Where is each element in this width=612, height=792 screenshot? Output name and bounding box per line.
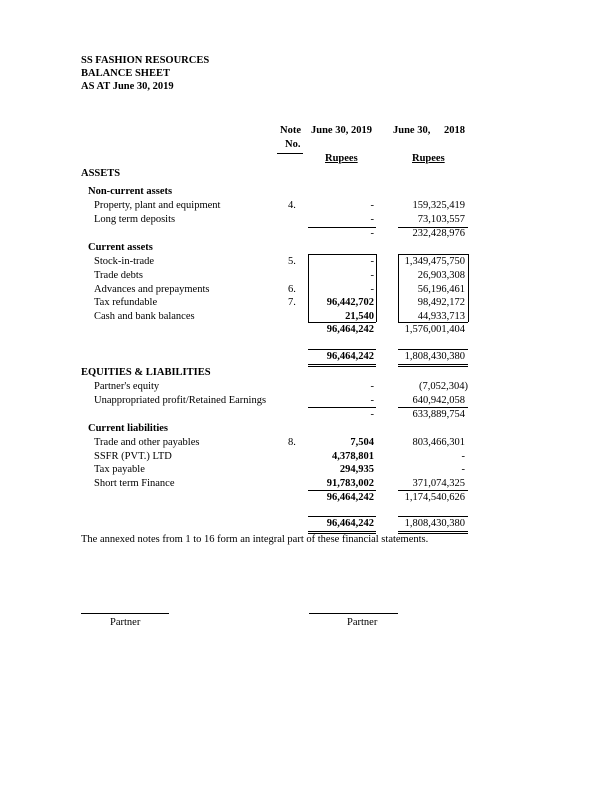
box-line [308, 254, 376, 255]
row-label: Stock-in-trade [94, 256, 155, 267]
row-label: Tax payable [94, 464, 145, 475]
row-label: Property, plant and equipment [94, 200, 221, 211]
row-note: 8. [288, 437, 296, 448]
note-header-underline [277, 153, 303, 154]
subtotal-line [398, 407, 468, 408]
liabilities-grand-total-current: 96,464,242 [326, 518, 374, 529]
prior-year-number: 2018 [444, 125, 465, 136]
row-current-value: - [370, 381, 374, 392]
row-label: Short term Finance [94, 478, 175, 489]
equity-total-current: - [370, 409, 374, 420]
company-name: SS FASHION RESOURCES [81, 55, 210, 66]
row-prior-value: 73,103,557 [417, 214, 465, 225]
box-line [468, 254, 469, 322]
row-note: 6. [288, 284, 296, 295]
current-liabilities-total-prior: 1,174,540,626 [404, 492, 465, 503]
current-year-header: June 30, 2019 [311, 125, 372, 136]
total-line [308, 349, 376, 350]
assets-grand-total-prior: 1,808,430,380 [404, 351, 465, 362]
row-prior-value: 26,903,308 [417, 270, 465, 281]
current-liabilities-total-current: 96,464,242 [326, 492, 374, 503]
row-prior-value: 640,942,058 [412, 395, 465, 406]
row-label: Tax refundable [94, 297, 158, 308]
footnote: The annexed notes from 1 to 16 form an integral part of these financial statements. [81, 534, 429, 545]
row-prior-value: 1,349,475,750 [404, 256, 465, 267]
row-current-value: 96,442,702 [326, 297, 374, 308]
row-label: SSFR (PVT.) LTD [94, 451, 172, 462]
row-current-value: 4,378,801 [332, 451, 374, 462]
liabilities-grand-total-prior: 1,808,430,380 [404, 518, 465, 529]
current-liabilities-heading: Current liabilities [88, 423, 169, 434]
non-current-total-prior: 232,428,976 [412, 228, 465, 239]
assets-grand-total-current: 96,464,242 [326, 351, 374, 362]
row-label: Trade debts [94, 270, 143, 281]
signature-line-left [81, 613, 169, 614]
row-current-value: 7,504 [350, 437, 374, 448]
row-label: Long term deposits [94, 214, 176, 225]
row-prior-value: 44,933,713 [417, 311, 465, 322]
row-prior-value: - [461, 451, 465, 462]
row-label: Trade and other payables [94, 437, 200, 448]
row-note: 5. [288, 256, 296, 267]
current-assets-total-prior: 1,576,001,404 [404, 324, 465, 335]
as-at-date: AS AT June 30, 2019 [81, 81, 174, 92]
subtotal-line [398, 490, 468, 491]
assets-heading: ASSETS [81, 168, 121, 179]
row-current-value: 91,783,002 [326, 478, 374, 489]
currency-current: Rupees [325, 153, 358, 164]
row-note: 7. [288, 297, 296, 308]
row-prior-value: - [461, 464, 465, 475]
row-prior-value: 98,492,172 [417, 297, 465, 308]
row-current-value: 21,540 [345, 311, 374, 322]
row-note: 4. [288, 200, 296, 211]
row-current-value: - [370, 214, 374, 225]
total-line [398, 516, 468, 517]
box-line [398, 322, 468, 323]
row-prior-value: 56,196,461 [417, 284, 465, 295]
signature-label-left: Partner [110, 617, 141, 628]
subtotal-line [308, 490, 376, 491]
box-line [376, 254, 377, 322]
current-assets-total-current: 96,464,242 [326, 324, 374, 335]
currency-prior: Rupees [412, 153, 445, 164]
row-current-value: - [370, 200, 374, 211]
non-current-total-current: - [370, 228, 374, 239]
row-label: Partner's equity [94, 381, 160, 392]
row-current-value: - [370, 284, 374, 295]
current-assets-heading: Current assets [88, 242, 153, 253]
row-current-value: 294,935 [339, 464, 374, 475]
total-line [398, 349, 468, 350]
row-label: Advances and prepayments [94, 284, 210, 295]
note-header: Note [280, 125, 301, 136]
row-prior-value: 803,466,301 [412, 437, 465, 448]
double-underline [308, 531, 376, 532]
row-label: Cash and bank balances [94, 311, 195, 322]
row-current-value: - [370, 256, 374, 267]
row-prior-value: 159,325,419 [412, 200, 465, 211]
double-underline [398, 364, 468, 365]
row-label: Unappropriated profit/Retained Earnings [94, 395, 267, 406]
equity-total-prior: 633,889,754 [412, 409, 465, 420]
prior-year-header: June 30, [393, 125, 431, 136]
row-prior-value: 371,074,325 [412, 478, 465, 489]
signature-label-right: Partner [347, 617, 378, 628]
non-current-assets-heading: Non-current assets [88, 186, 173, 197]
equities-heading: EQUITIES & LIABILITIES [81, 367, 211, 378]
subtotal-line [308, 407, 376, 408]
row-current-value: - [370, 395, 374, 406]
box-line [308, 322, 376, 323]
double-underline [308, 364, 376, 365]
double-underline [398, 366, 468, 367]
note-header-no: No. [285, 139, 301, 150]
total-line [308, 516, 376, 517]
double-underline [398, 531, 468, 532]
signature-line-right [309, 613, 398, 614]
row-current-value: - [370, 270, 374, 281]
row-prior-value: (7,052,304) [419, 381, 468, 392]
statement-title: BALANCE SHEET [81, 68, 170, 79]
box-line [398, 254, 468, 255]
double-underline [308, 366, 376, 367]
